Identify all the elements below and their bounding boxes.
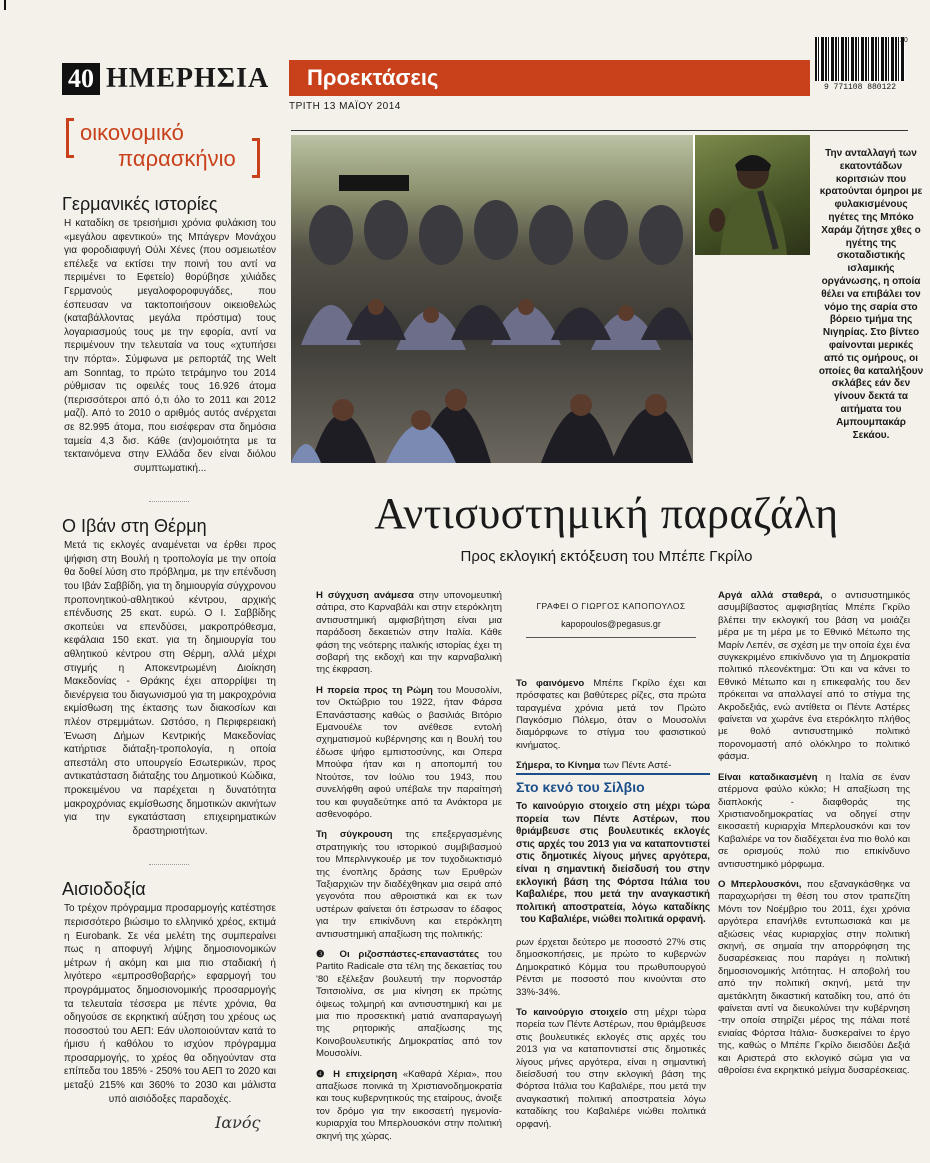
leader-illustration [695,135,810,255]
paragraph-lead: Το καινούργιο στοιχείο [516,1007,628,1019]
paragraph-text: ρων έρχεται δεύτερο με ποσοστό 27% στις δημοσκοπήσεις, με πρώτο το κυβερνών Δημοκρατικό Κόμμα του πρωθυπουργού Ρέντσι με ποσοστό που κινούνται στο 33%-34%. [516,937,706,998]
separator [149,864,189,865]
signature: Ιανός [215,1113,261,1132]
paragraph-lead: Η πορεία προς τη Ρώμη [316,684,433,696]
byline-rule [526,637,696,638]
paragraph [316,1069,502,1143]
economic-backstage-column [58,112,280,1106]
item-title: Γερμανικές ιστορίες [62,194,218,214]
paragraph [316,829,502,941]
article-headline: Αντισυστημική παραζάλη [374,489,839,538]
paragraph [316,590,502,677]
paragraph-text: του Μουσολίνι, τον Οκτώβριο του 1922, ήταν Φάρσα Επανάστασης καθώς ο βασιλιάς Βιτόριο Εμανουέλε τον ανέθεσε εντολή σχηματισμού κυβέρνησης και η Βουλή του έδωσε ψήφο εμπιστοσύνης, και Οπερα Μπούφα ήταν και η αποπομπή του Ντούτσε, τον Ιούλιο του 1943, που συνελήφθη αφού υπέβαλε την παραίτησή του και φυγαδεύτηκε από τα Ανάκτορα με ασθενοφόρο. [316,684,502,820]
item-body: Το τρέχον πρόγραμμα προσαρμογής κατέστησε περισσότερο βιώσιμο το ελληνικό χρέος, εκτιμά η Eurobank. Σε νέα μελέτη της συμπεραίνει πως η αποφυγή λήψης δημοσιονομικών μέτρων ή ακόμη και μια πιο σταδιακή ή λιγότερο «εμπροσθοβαρής» εφαρμογή του προγράμματος δημοσιονομικής προσαρμογής τα τελευταία τέσσερα με πέντε χρόνια, θα οδηγούσε σε εκρηκτική αύξηση του χρέους ως ποσοστού του ΑΕΠ: Εάν υλοποιούνταν κατά το ήμισυ ή καθόλου το ισχύον πρόγραμμα προσαρμογής, το χρέος θα οδηγούνταν στα επίπεδα του 185% - 250% του ΑΕΠ το 2020 και μεταξύ 215% και 360% το 2030 και μάλιστα υπό αισιόδοξες παραδοχές. [64,903,276,1105]
issue-date: ΤΡΙΤΗ 13 ΜΑΪΟΥ 2014 [289,101,401,112]
barcode-supplement: 20 [900,37,908,44]
paragraph-lead: Ο Μπερλουσκόνι, [718,878,802,890]
photo-caption: Την ανταλλαγή των εκατοντάδων κοριτσιών που κρατούνται όμηροι με φυλακισμένους ηγέτες της Μπόκο Χαράμ ζήτησε χθες ο ηγέτης της σκοταδιστικής ισλαμικής οργάνωσης, η οποία θέλει να επιβάλει τον νόμο της σαρία στο βόρειο τμήμα της Νιγηρίας. Στο βίντεο φαίνονται μερικές από τις ομήρους, οι οποίες θα καταλήξουν σκλάβες εάν δεν γίνουν δεκτά τα αιτήματα του Αμπουμπακάρ Σεκάου. [818,148,924,441]
paragraph [718,772,910,871]
article-column-2 [516,600,706,781]
page-number: 40 [62,63,100,95]
paragraph-lead: Σήμερα, το Κίνημα [516,760,601,772]
separator [149,501,189,502]
item-title: Αισιοδοξία [62,879,146,900]
column-brand [66,112,280,182]
bracket-right [252,138,260,178]
paragraph-lead: ❹ Η επιχείρηση [316,1068,398,1080]
paragraph [516,760,706,772]
paragraph [516,678,706,752]
paragraph-lead: Τη σύγκρουση [316,829,393,841]
newspaper-name: ΗΜΕΡΗΣΙΑ [106,63,270,94]
paragraph-text: που εξαναγκάσθηκε να παραχωρήσει τη θέση του στον τραπεζίτη Μόντι τον Νοέμβριο του 2011, έχει χρόνια αργότερα επανήλθε εντυπωσιακά και με αξιώσεις νέας κυριαρχίας στην πολιτική σκηνή, σε σημαία την απορρόφηση της δυσαρέσκειας που παράγει η πολιτική δημοσιονομικής λιτότητας. Η αποβολή του από την πολιτική σκηνή, μετά την αμετάκλητη δικαστική καταδίκη του, από ότι φαίνεται αντί να διευκολύνει την κυβέρνηση -την οποία στηρίζει μέρος της πάλαι ποτέ ενιαίας Φόρτσα Ιτάλια- δυσκεραίνει το έργο της, καθώς ο Μπέπε Γκρίλο διεισδύει Δεξιά και Αριστερά στο εκλογικό σώμα για να αθροίσει ένα εκρηκτικό μείγμα δυσαρέσκειας. [718,878,910,1077]
paragraph-text: ο αντισυστημικός ασυμβίβαστος αμφισβητίας Μπέπε Γκρίλο βλέπει την εκλογική του βάση να μοιάζει μέρα με τη μέρα με το Εθνικό Μέτωπο της Μαρίν Λεπέν, σε σχέση με την οποία έχει ένα συγκεκριμένο επικίνδυνο για τη Δημοκρατία πολιτικό πλεονέκτημα: Ότι και να κάνει το Εθνικό Μέτωπο και η επικεφαλής του δεν πρόκειται να απαλλαγεί από το στίγμα της Ακροδεξιάς, ενώ αντίθετα οι Πέντε Αστέρες φαίνεται να χωράνε ένα ετερόκλητο πλήθος με θολό αντισυστημικό πολιτικό πορονομαστή από ολόκληρο το πολιτικό φάσμα. [718,590,910,763]
barcode-bars [815,37,905,81]
barcode [815,37,905,97]
paragraph-lead: Είναι καταδικασμένη [718,771,818,783]
rule [291,130,908,131]
hostages-photo [291,135,693,463]
paragraph-text: των Πέντε Αστέ- [600,760,672,772]
article-subhead: Προς εκλογική εκτόξευση του Μπέπε Γκρίλο [460,548,753,565]
paragraph-lead: Το φαινόμενο [516,677,585,689]
paragraph-text: της επεξεργασμένης στρατηγικής του ιστορικού συμβιβασμού του Μπερλινγκουέρ με τον τυχοδιωκτισμό της ένοπλης δράσης των Ερυθρών Ταξιαρχιών την διαδέχθηκαν μια σειρά από γεγονότα που αθροιστικά και εκ των υστέρων φαίνεται ότι έστρωσαν το έδαφος για την επικίνδυνη και ετερόκλητη αντισυστημική απαξίωση της πολιτικής: [316,829,503,940]
paragraph-text: στη μέχρι τώρα πορεία των Πέντε Αστέρων, που θριάμβευσε στις βουλευτικές εκλογές στις αρχές του 2013 για να καταποντιστεί στις δημοτικές λίγους μήνες αργότερα, είναι η σημαντική διείσδυσή του στην εκλογική βάση της Φόρτσα Ιτάλια του Καβαλιέρε, που μετά την αναγκαστική πολιτική αποστρατεία λόγω καταδίκης του Καβαλιέρε νιώθει πολιτικά ορφανή. [516,1007,706,1130]
paragraph [316,685,502,821]
brand-word-2: παρασκήνιο [118,146,236,171]
item-body: Η καταδίκη σε τρεισήμισι χρόνια φυλάκιση του «μεγάλου αφεντικού» της Μπάγερν Μονάχου για φοροδιαφυγή Ούλι Χένες (που οσμειωτέον επέλεξε να εκτίσει την ποινή του αντί να περιμένει το Εφετείο) θορύβησε χιλιάδες Γερμανούς μεγαλοφοροφυγάδες, που έσπευσαν να τακτοποιήσουν οικειοθελώς (καταβάλλοντας μεγάλα πρόστιμα) τους λογαριασμούς τους με την εφορία, αντί να περιμένουν την τελευταία να τους «χτυπήσει την πόρτα». Σύμφωνα με ρεπορτάζ της Welt am Sonntag, το πρώτο τετράμηνο του 2014 ρύθμισαν τις οφειλές τους 16.926 άτομα (περισσότεροι από ό,τι όλο το 2011 και 2012 μαζί). Από το 2010 ο αριθμός αυτός ανέρχεται σε 82.995 άτομα, που εισέφεραν στα δημόσια ταμεία 4,3 δισ. Κάθε (αν)ομοιότητα με τα τεκταινόμενα στην Ελλάδα δεν είναι διόλου συμπτωματική... [64,218,276,474]
photo-illustration [291,135,693,463]
crop-mark [4,0,6,10]
paragraph-text: Μπέπε Γκρίλο έχει και πρόσφατες και βαθύτερες ρίζες, στα πρώτα ταραγμένα χρόνια μετά τον Πρώτο Παγκόσμιο Πόλεμο, όταν ο Μουσολίνι διαμόρφωνε το στίγμα του φασιστικού κινήματος. [516,677,706,751]
paragraph-text: «Καθαρά Χέρια», που απαξίωσε ποινικά τη Χριστιανοδημοκρατία και τους κυβερνητικούς της εταίρους, άνοιξε τον δρόμο για την εικοσαετή ηγεμονία-κυριαρχία του Μπερλουσκόνι στην πολιτική σκηνή της χώρας. [316,1068,502,1142]
paragraph-text: η Ιταλία σε έναν ατέρμονα φαύλο κύκλο; Η απαξίωση της διαπλοκής - διαφθοράς της Χριστιανοδημοκρατίας να οδηγεί στην εικοσαετή κυριαρχία Μπερλουσκόνι και τον Καβαλιέρε να τον διαδέχεται ένα πιο θολό και σε ορισμούς πολύ πιο επικίνδυνο αντισυστημικό μόρφωμα. [718,771,910,870]
article-column-2-continued [516,937,706,1139]
section-banner: Προεκτάσεις [289,60,810,96]
author-email[interactable]: kapopoulos@pegasus.gr [561,619,661,630]
leader-photo [693,135,810,255]
paragraph-text: του Partito Radicale στα τέλη της δεκαετίας του '80 εξέλεξαν βουλευτή την πορνοστάρ Τσιτσιολίνα, σε μια κίνηση εκ πρώτης όψεως τολμηρή και αντισυστημική και με μια πιο προσεκτική ματιά αναπαραγωγή της ρητορικής απαξίωσης της Κοινοβουλευτικής Δημοκρατίας από τον Μουσολίνι. [316,948,502,1060]
paragraph [516,937,706,999]
article-column-1 [316,590,502,1151]
paragraph-lead: Αργά αλλά σταθερά, [718,590,823,601]
sidebar-box-title: Στο κενό του Σίλβιο [516,773,710,795]
paragraph [718,879,910,1078]
paragraph-lead: ❸ Οι ριζοσπάστες-επαναστάτες [316,948,479,960]
paragraph [316,949,502,1061]
byline: ΓΡΑΦΕΙ Ο ΓΙΩΡΓΟΣ ΚΑΠΟΠΟΥΛΟΣ [536,601,686,611]
item-title: Ο Ιβάν στη Θέρμη [62,516,207,537]
article-column-3 [718,590,910,1085]
paragraph [516,1007,706,1131]
paragraph [718,590,910,764]
paragraph-lead: Η σύγχυση ανάμεσα [316,590,414,601]
barcode-number: 9 771108 880122 [823,83,896,92]
paragraph-text: στην υπονομευτική σάτιρα, στο Καρναβάλι και στην ετερόκλητη αντισυστημική αμφισβήτηση είναι μια παράδοση δεκαετιών στην Ιταλία. Κάθε φάση της νεότερης ιταλικής ιστορίας έχει τη σοβαρή της εκδοχή και την καρναβαλική της έκφραση. [316,590,502,676]
bracket-left [66,118,74,158]
sidebar-box-body: Το καινούργιο στοιχείο στη μέχρι τώρα πορεία των Πέντε Αστέρων, που θριάμβευσε στις βουλευτικές εκλογές στις αρχές του 2013 για να καταποντιστεί στις δημοτικές λίγους μήνες αργότερα, είναι η σημαντική διείσδυσή του στην εκλογική βάση της Φόρτσα Ιτάλια του Καβαλιέρε, που μετά την αναγκαστική πολιτική αποστρατεία, λόγω καταδίκης του Καβαλιέρε, νιώθει πολιτικά ορφανή. [516,801,710,926]
item-body: Μετά τις εκλογές αναμένεται να έρθει προς ψήφιση στη Βουλή η τροπολογία με την οποία θα δοθεί λύση στο πρόβλημα, με την επένδυση του Ιβάν Σαββίδη, για τη δημιουργία σύγχρονου προπονητικού-αθλητικού κέντρου, αρχικής επένδυσης 25 εκατ. ευρώ. Ο Ι. Σαββίδης σκοπεύει να επενδύσει, μακροπρόθεσμα, κεφάλαια 150 εκατ. για τη δημιουργία του αθλητικού κέντρου στη Θέρμη, αλλά μέχρι στιγμής η Αποκεντρωμένη Διοίκηση Μακεδονίας - Θράκης έχει απορρίψει τη διενέργεια του διαγωνισμού για τη μακροχρόνια εκμίσθωση της έκτασης των διακοσίων και πλέον στρεμμάτων. Ωστόσο, η Περιφερειακή Ένωση Δήμων Κεντρικής Μακεδονίας κατήρτισε διάταξη-τροπολογία, η οποία απεστάλη στο υπουργείο Εσωτερικών, προς αντικατάσταση διάταξης του Δημοτικού Κώδικα, προκειμένου να παρέχεται η δυνατότητα μακροχρόνιας εκμίσθωσης δημοτικών ακινήτων για την εγκατάσταση επιχειρηματικών δραστηριοτήτων. [64,540,276,837]
brand-word-1: οικονομικό [80,120,184,145]
